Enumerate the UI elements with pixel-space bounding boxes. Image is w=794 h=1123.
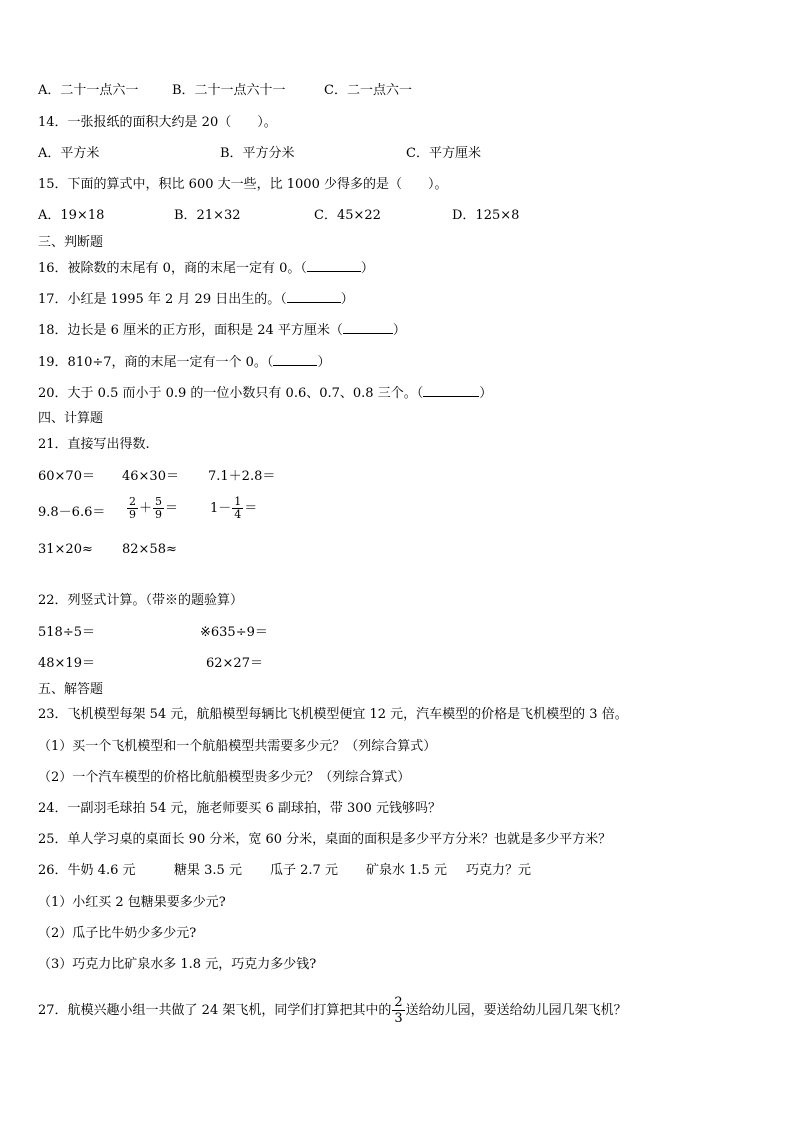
q22-expr: 62×27＝ [206, 656, 263, 671]
q27-text-post: 送给幼儿园，要送给幼儿园几架飞机？ [405, 1003, 627, 1018]
q21-expr: 46×30＝ [122, 469, 179, 484]
equals-sign: ＝ [244, 501, 258, 516]
section-5-heading: 五、解答题 [38, 682, 104, 697]
q19 [38, 353, 330, 372]
q20-text: 20．大于 0.5 而小于 0.9 的一位小数只有 0.6、0.7、0.8 三个。（ [38, 386, 424, 401]
q21-fraction-expr [126, 495, 178, 523]
q21-expr: 7.1＋2.8＝ [208, 469, 276, 484]
denominator: 9 [129, 508, 136, 521]
q23-part-1: （1）买一个飞机模型和一个航船模型共需要多少元？（列综合算式） [38, 739, 437, 754]
q23-part-2: （2）一个汽车模型的价格比航船模型贵多少元？（列综合算式） [38, 770, 411, 785]
q27-text-pre: 27．航模兴趣小组一共做了 24 架飞机，同学们打算把其中的 [38, 1003, 392, 1018]
equals-sign: ＝ [165, 501, 179, 516]
q26-item: 矿泉水 1.5 元 [366, 863, 447, 878]
answer-blank[interactable] [273, 353, 317, 366]
denominator: 9 [155, 508, 163, 521]
q19-close: ） [317, 355, 331, 370]
q18 [38, 321, 406, 340]
q13-option-c: C．二一点六一 [324, 83, 412, 98]
q15-option-b: B．21×32 [174, 208, 241, 223]
q14-option-a: A．平方米 [38, 146, 100, 161]
q16-text: 16．被除数的末尾有 0，商的末尾一定有 0。（ [38, 261, 307, 276]
q20-close: ） [479, 386, 493, 401]
fraction [232, 496, 243, 521]
q24: 24．一副羽毛球拍 54 元，施老师要买 6 副球拍，带 300 元钱够吗？ [38, 801, 441, 816]
q25: 25．单人学习桌的桌面长 90 分米，宽 60 分米，桌面的面积是多少平方分米？也就是多少平方米？ [38, 832, 612, 847]
q15-option-a: A．19×18 [38, 208, 105, 223]
q26-part-3: （3）巧克力比矿泉水多 1.8 元，巧克力多少钱? [38, 957, 317, 972]
denominator: 3 [394, 1011, 403, 1026]
answer-blank[interactable] [287, 290, 341, 303]
q27 [38, 994, 627, 1028]
q21-stem: 21．直接写出得数. [38, 437, 150, 452]
numerator: 2 [129, 495, 136, 508]
numerator: 5 [155, 495, 163, 508]
q13-option-b: B．二十一点六十一 [172, 83, 286, 98]
q17 [38, 290, 354, 309]
q14-option-b: B．平方分米 [220, 146, 295, 161]
answer-blank[interactable] [423, 384, 479, 397]
numerator: 2 [394, 995, 403, 1010]
q15-stem: 15．下面的算式中，积比 600 大一些，比 1000 少得多的是（ ）。 [38, 177, 448, 192]
q26-part-2: （2）瓜子比牛奶少多少元? [38, 926, 197, 941]
q26-item: 巧克力？元 [466, 863, 532, 878]
fraction [392, 995, 404, 1026]
answer-blank[interactable] [307, 259, 361, 272]
plus-sign: ＋ [139, 501, 153, 516]
q19-text: 19．810÷7，商的末尾一定有一个 0。（ [38, 355, 274, 370]
q21-expr: 60×70＝ [38, 469, 95, 484]
q26-item: 26．牛奶 4.6 元 [38, 863, 136, 878]
q16 [38, 259, 374, 278]
expr-prefix: 1－ [210, 501, 232, 516]
section-3-heading: 三、判断题 [38, 235, 104, 250]
q22-expr: 518÷5＝ [38, 625, 95, 640]
numerator: 1 [234, 495, 242, 508]
q17-close: ） [340, 292, 354, 307]
q21-expr: 9.8－6.6＝ [38, 505, 106, 520]
q22-stem: 22．列竖式计算。（带※的题验算） [38, 593, 244, 608]
q21-expr: 82×58≈ [122, 542, 177, 557]
q15-option-c: C．45×22 [314, 208, 381, 223]
q18-text: 18．边长是 6 厘米的正方形，面积是 24 平方厘米（ [38, 323, 343, 338]
fraction [153, 496, 164, 521]
denominator: 4 [234, 508, 242, 521]
q17-text: 17．小红是 1995 年 2 月 29 日出生的。（ [38, 292, 287, 307]
q26-item: 瓜子 2.7 元 [270, 863, 338, 878]
q20 [38, 384, 492, 403]
q14-stem: 14．一张报纸的面积大约是 20（ ）。 [38, 115, 277, 130]
q21-fraction-expr [210, 495, 257, 523]
q18-close: ） [392, 323, 406, 338]
section-4-heading: 四、计算题 [38, 411, 104, 426]
q21-expr: 31×20≈ [38, 542, 93, 557]
q26-part-1: （1）小红买 2 包糖果要多少元? [38, 895, 226, 910]
q14-option-c: C．平方厘米 [406, 146, 481, 161]
q13-option-a: A．二十一点六一 [38, 83, 139, 98]
q15-option-d: D．125×8 [452, 208, 520, 223]
q26-item: 糖果 3.5 元 [174, 863, 242, 878]
fraction [127, 496, 138, 521]
q22-expr: 48×19＝ [38, 656, 95, 671]
q23-stem: 23．飞机模型每架 54 元，航船模型每辆比飞机模型便宜 12 元，汽车模型的价格是飞机模型的 3 倍。 [38, 707, 628, 722]
q16-close: ） [360, 261, 374, 276]
answer-blank[interactable] [343, 321, 393, 334]
q22-expr: ※635÷9＝ [200, 625, 268, 640]
